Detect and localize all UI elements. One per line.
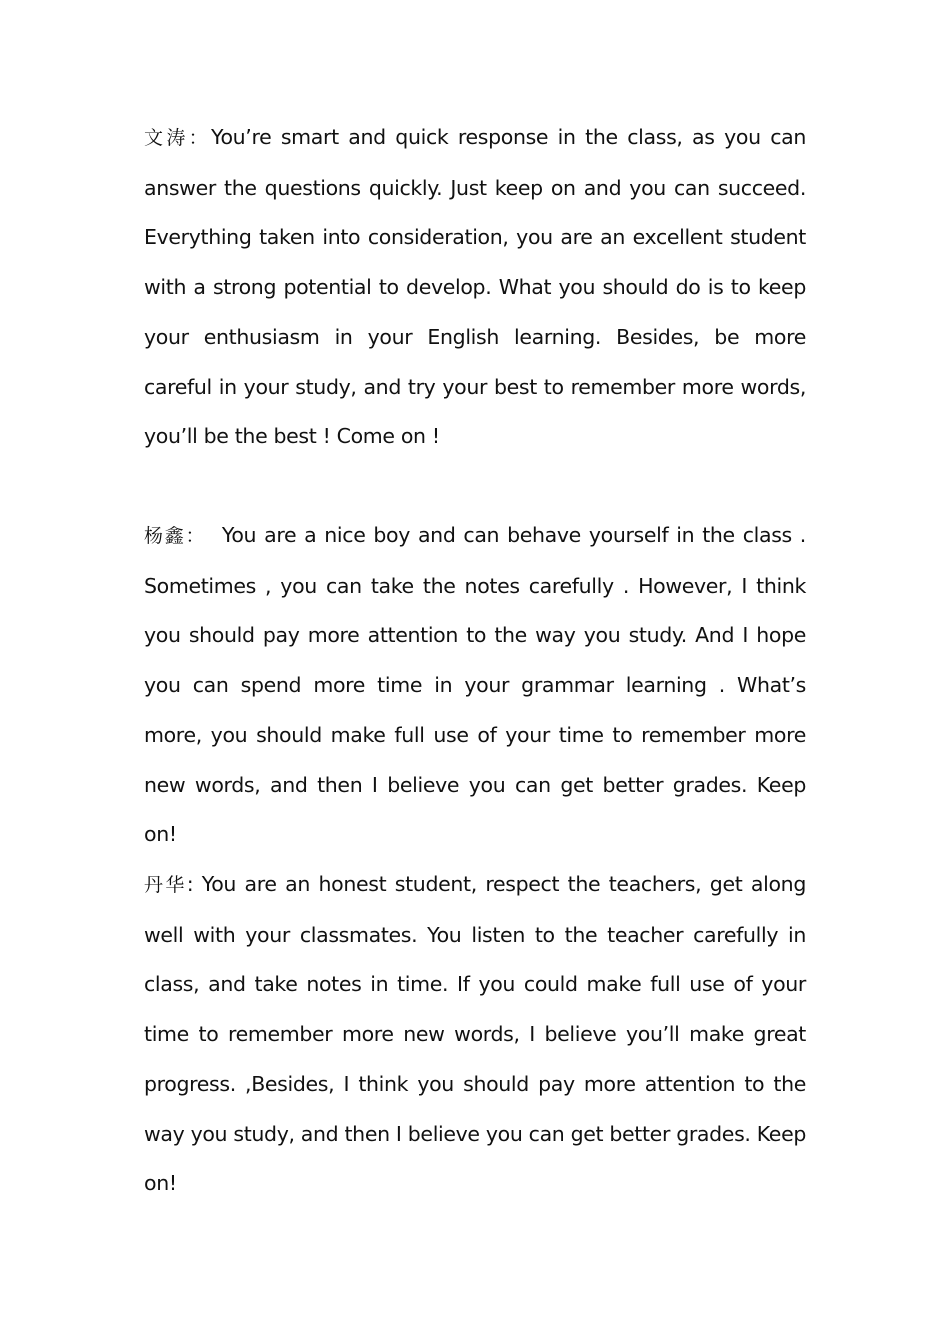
comment-yangxin bbox=[144, 511, 806, 860]
comment-text: You are a nice boy and can behave yourself in the class . Sometimes , you can take the notes carefully . However, I think you should pay more attention to the way you study. And I hope you can spend more time in your grammar learning . What’s more, you should make full use of your time to remember more new words, and then I believe you can get better grades. Keep on! bbox=[144, 523, 806, 847]
comment-wentao bbox=[144, 113, 806, 462]
comment-danhua bbox=[144, 860, 806, 1209]
name-separator: ： bbox=[185, 525, 222, 547]
comment-text: You’re smart and quick response in the class, as you can answer the questions quickly. Just keep on and you can succeed. Everything taken into consideration, you are an excellent student with a strong potential to develop. What you should do is to keep your enthusiasm in your English learning. Besides, be more careful in your study, and try your best to remember more words, you’ll be the best ! Come on ! bbox=[144, 125, 806, 449]
student-name: 丹华 bbox=[144, 874, 187, 896]
comment-text: You are an honest student, respect the teachers, get along well with your classmates. You listen to the teacher carefully in class, and take notes in time. If you could make full use of your time to remember more new words, I believe you’ll make great progress. ,Besides, I think you should pay more attention to the way you study, and then I believe you can get better grades. Keep on! bbox=[144, 872, 806, 1196]
student-name: 文涛 bbox=[144, 127, 189, 149]
name-separator: : bbox=[186, 872, 202, 896]
student-name: 杨鑫 bbox=[144, 525, 186, 547]
name-separator: ： bbox=[188, 127, 212, 149]
